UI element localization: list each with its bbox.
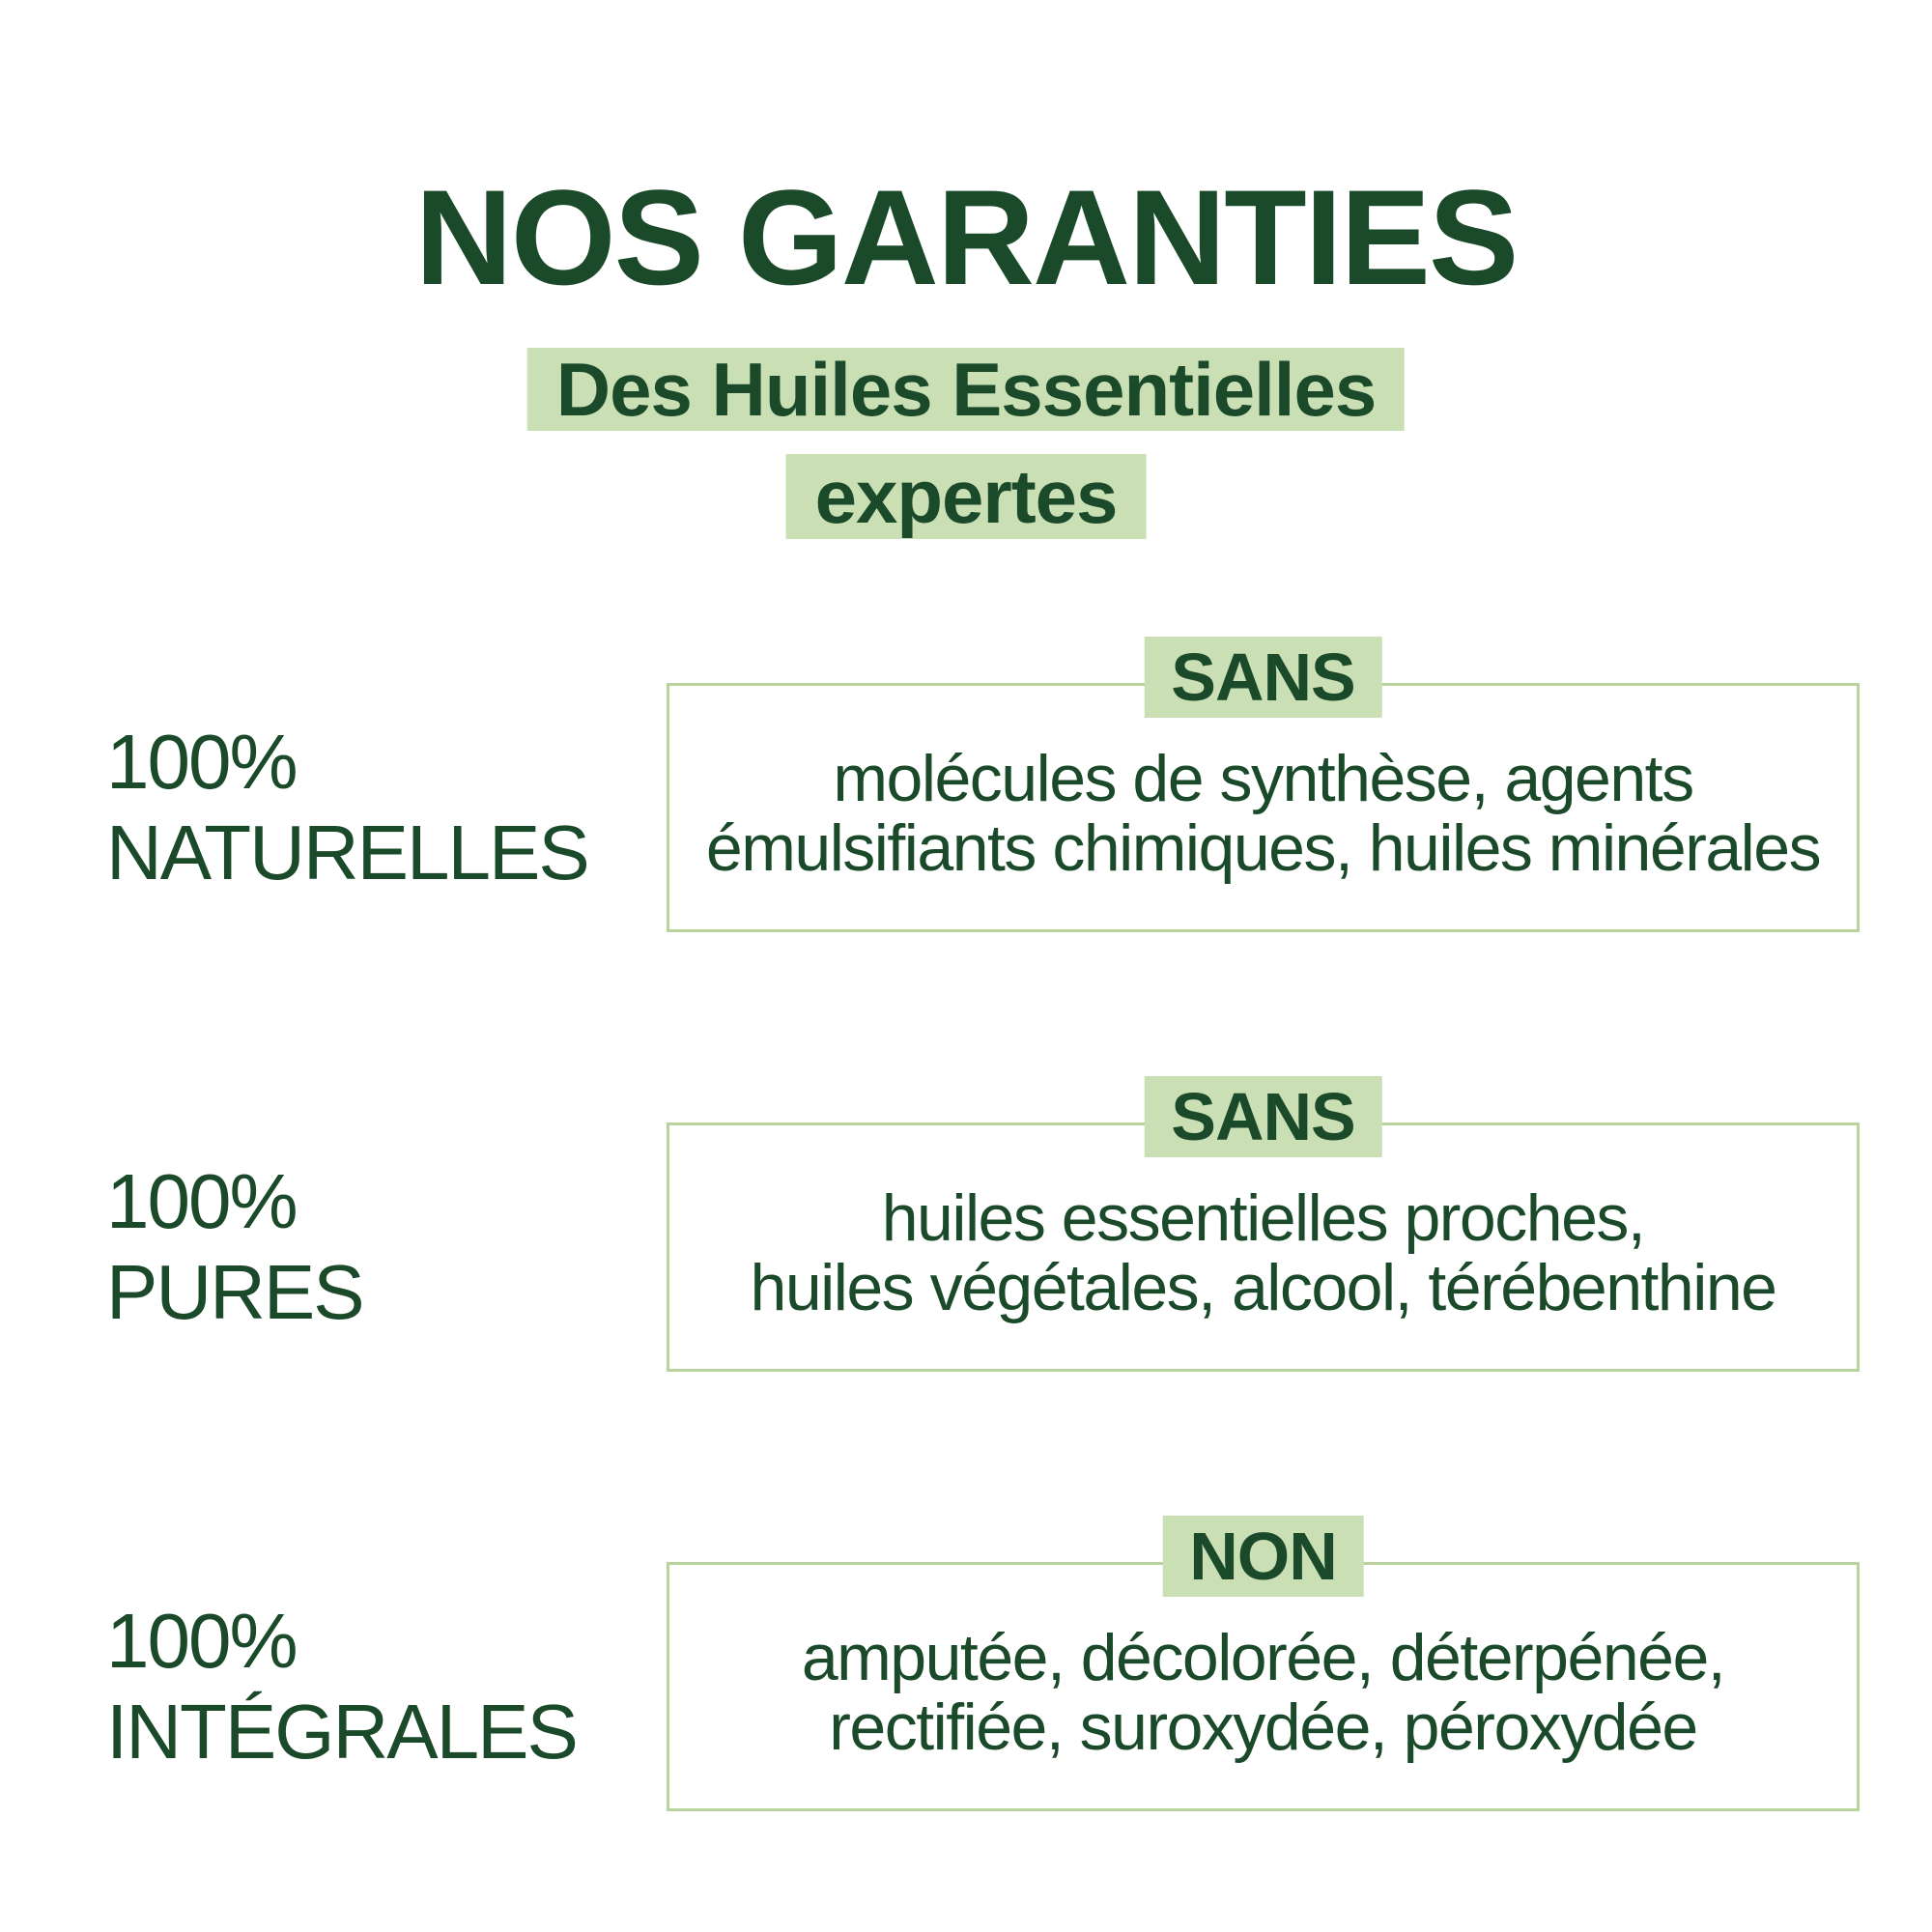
row-label-word: NATURELLES xyxy=(106,810,588,895)
box-content-line2: huiles végétales, alcool, térébenthine xyxy=(750,1251,1776,1324)
box-content-line1: huiles essentielles proches, xyxy=(881,1181,1645,1255)
row-label xyxy=(106,683,588,932)
subtitle-highlight-line1 xyxy=(527,348,1405,431)
box-content-line1: amputée, décolorée, déterpénée, xyxy=(801,1621,1725,1694)
guarantee-box xyxy=(667,1079,1860,1372)
guarantee-row-integrales xyxy=(0,1519,1932,1811)
row-label-percent: 100% xyxy=(106,719,297,805)
subtitle-text-line2: expertes xyxy=(814,454,1118,539)
row-label-word: INTÉGRALES xyxy=(106,1689,577,1775)
page-title: NOS GARANTIES xyxy=(414,161,1518,313)
guarantee-box xyxy=(667,639,1860,932)
row-label xyxy=(106,1122,363,1372)
box-content-line2: rectifiée, suroxydée, péroxydée xyxy=(829,1690,1697,1764)
subtitle-highlight-line2 xyxy=(786,454,1147,539)
guarantee-box xyxy=(667,1519,1860,1811)
box-content-line2: émulsifiants chimiques, huiles minérales xyxy=(705,811,1821,885)
row-label-word: PURES xyxy=(106,1249,363,1335)
badge-non: NON xyxy=(1162,1516,1364,1597)
row-label xyxy=(106,1562,577,1811)
guarantee-row-pures xyxy=(0,1079,1932,1372)
subtitle-text-line1: Des Huiles Essentielles xyxy=(555,347,1377,432)
badge-sans: SANS xyxy=(1144,1076,1381,1157)
row-label-percent: 100% xyxy=(106,1598,297,1684)
row-label-percent: 100% xyxy=(106,1158,297,1244)
box-content-line1: molécules de synthèse, agents xyxy=(833,742,1693,815)
badge-sans: SANS xyxy=(1144,637,1381,718)
guarantee-row-naturelles xyxy=(0,639,1932,932)
